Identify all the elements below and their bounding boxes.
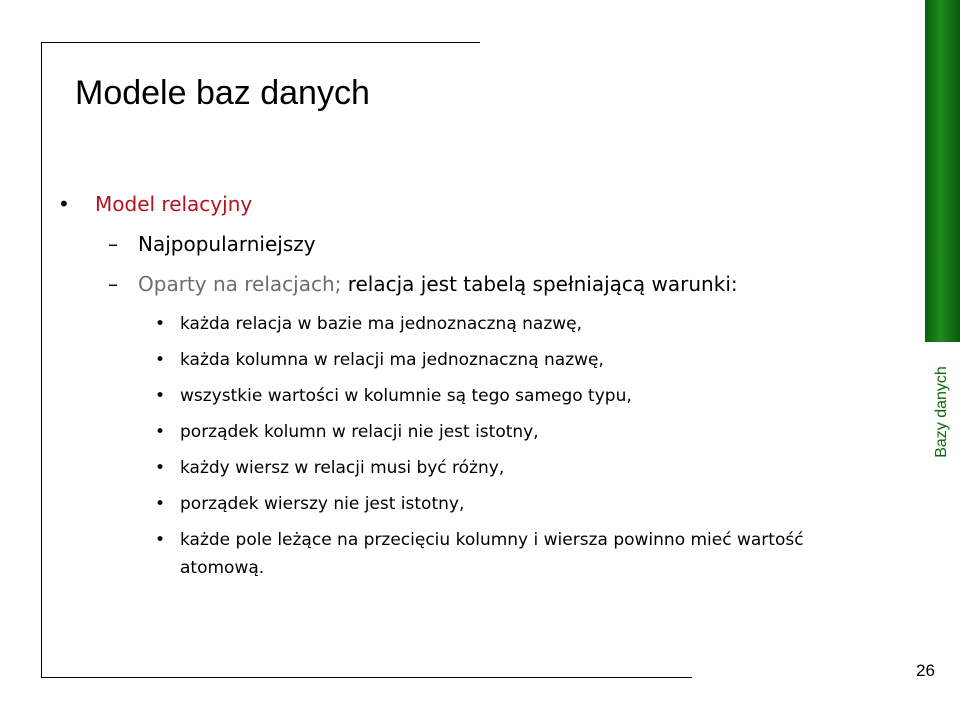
condition-text: każdy wiersz w relacji musi być różny, (180, 458, 505, 478)
dash-icon: – (108, 232, 118, 256)
bullet-dot-icon: • (155, 350, 166, 370)
bullet-text: Model relacyjny (95, 192, 253, 216)
condition-text: wszystkie wartości w kolumnie są tego samego typu, (180, 386, 632, 406)
side-accent-bar (925, 0, 960, 342)
bullet-dot-icon: • (155, 422, 166, 442)
condition-text: porządek kolumn w relacji nie jest istotny, (180, 422, 539, 442)
conditions-list (155, 310, 875, 582)
subitem-text-gray: Oparty na relacjach; (138, 272, 342, 296)
condition-item (155, 454, 875, 490)
condition-text: porządek wierszy nie jest istotny, (180, 494, 465, 514)
bullet-dot-icon: • (155, 314, 166, 334)
condition-item (155, 490, 875, 526)
dash-icon: – (108, 272, 118, 296)
bullet-dot-icon: • (155, 494, 166, 514)
condition-text: każda relacja w bazie ma jednoznaczną nazwę, (180, 314, 583, 334)
slide-title: Modele baz danych (75, 74, 370, 112)
frame-top-line (41, 42, 480, 43)
subitem-text (138, 270, 738, 298)
subitem-text-rest: relacja jest tabelą spełniającą warunki: (341, 272, 738, 296)
condition-text: każde pole leżące na przecięciu kolumny i wiersza powinno mieć wartość atomową. (180, 530, 804, 578)
bullet-dot-icon: • (155, 530, 166, 550)
condition-item (155, 526, 875, 582)
condition-item (155, 418, 875, 454)
frame-bottom-line (41, 677, 692, 678)
bullet-dot-icon: • (58, 192, 70, 216)
page-number: 26 (916, 661, 935, 680)
condition-item (155, 382, 875, 418)
condition-item (155, 310, 875, 346)
bullet-dot-icon: • (155, 458, 166, 478)
bullet-dot-icon: • (155, 386, 166, 406)
condition-item (155, 346, 875, 382)
side-label: Bazy danych (933, 366, 950, 458)
subitem-text: Najpopularniejszy (138, 232, 316, 256)
frame-left-line (41, 42, 42, 677)
condition-text: każda kolumna w relacji ma jednoznaczną nazwę, (180, 350, 604, 370)
